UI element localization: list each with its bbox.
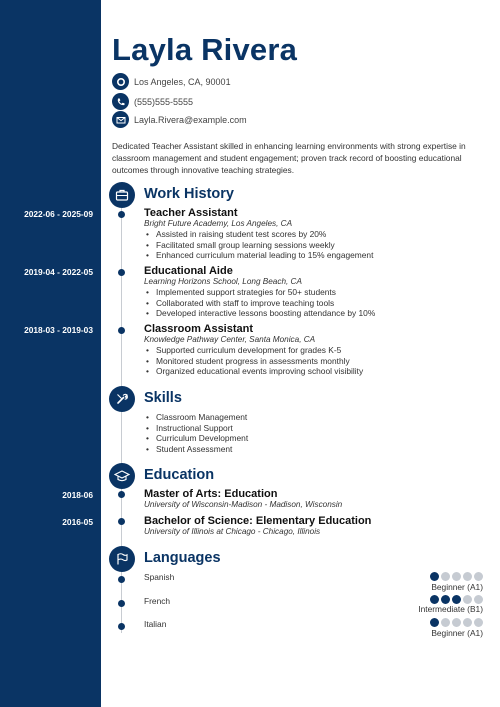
section-title-skills: Skills [144,390,182,406]
rating-dot-empty [441,618,450,627]
list-item: • Assisted in raising student test scores by 20% [146,229,373,240]
language-level: Beginner (A1) [431,582,483,592]
job-title: Teacher Assistant [144,207,238,219]
degree-title: Bachelor of Science: Elementary Education [144,515,372,527]
email-text[interactable]: Layla.Rivera@example.com [134,114,247,125]
language-rating [428,572,483,581]
timeline-dot [118,518,125,525]
job-organization: Learning Horizons School, Long Beach, CA [144,277,302,286]
language-name: Spanish [144,572,175,582]
graduation-cap-icon [109,463,135,489]
address-text: Los Angeles, CA, 90001 [134,76,231,87]
list-item: • Supported curriculum development for grades K-5 [146,345,363,356]
rating-dot-empty [452,572,461,581]
rating-dot-filled [441,595,450,604]
rating-dot-empty [474,572,483,581]
phone-icon [112,93,129,110]
list-item: • Classroom Management [146,412,248,423]
language-name: French [144,596,171,606]
job-bullets [146,229,373,261]
language-level: Beginner (A1) [431,628,483,638]
section-title-work-history: Work History [144,186,234,202]
job-dates: 2019-04 - 2022-05 [24,267,93,277]
degree-title: Master of Arts: Education [144,488,278,500]
list-item: • Developed interactive lessons boosting attendance by 10% [146,308,375,319]
rating-dot-empty [463,618,472,627]
list-item: • Curriculum Development [146,433,248,444]
rating-dot-filled [430,572,439,581]
section-title-education: Education [144,467,215,483]
section-title-languages: Languages [144,550,221,566]
list-item: • Monitored student progress in assessments monthly [146,356,363,367]
language-rating [428,618,483,627]
job-title: Classroom Assistant [144,323,254,335]
sidebar [0,0,101,707]
school-name: University of Illinois at Chicago - Chicago, Illinois [144,527,321,536]
rating-dot-empty [463,572,472,581]
job-organization: Knowledge Pathway Center, Santa Monica, CA [144,335,316,344]
list-item: • Implemented support strategies for 50+ students [146,287,375,298]
timeline-dot [118,491,125,498]
candidate-name: Layla Rivera [112,32,298,67]
list-item: • Student Assessment [146,444,248,455]
briefcase-icon [109,182,135,208]
rating-dot-filled [430,595,439,604]
list-item: • Instructional Support [146,423,248,434]
job-bullets [146,287,375,319]
rating-dot-empty [452,618,461,627]
contact-address [112,73,231,90]
timeline-dot [118,269,125,276]
list-item: • Collaborated with staff to improve teaching tools [146,298,375,309]
language-name: Italian [144,619,167,629]
rating-dot-empty [463,595,472,604]
job-dates: 2018-03 - 2019-03 [24,325,93,335]
list-item: • Enhanced curriculum material leading to 15% engagement [146,250,373,261]
rating-dot-empty [474,595,483,604]
job-organization: Bright Future Academy, Los Angeles, CA [144,219,293,228]
timeline-dot [118,327,125,334]
rating-dot-filled [452,595,461,604]
location-pin-icon [112,73,129,90]
timeline-dot [118,600,125,607]
tools-icon [109,386,135,412]
rating-dot-empty [474,618,483,627]
timeline-dot [118,623,125,630]
job-title: Educational Aide [144,265,233,277]
timeline-dot [118,576,125,583]
professional-summary: Dedicated Teacher Assistant skilled in enhancing learning environments with strong expertise in classroom management and student engagement; proven track record of boosting educational outcomes through innovative teaching strategies. [112,141,466,175]
contact-phone [112,93,193,110]
job-bullets [146,345,363,377]
skills-list [146,412,248,454]
flag-icon [109,546,135,572]
contact-email [112,111,247,128]
phone-text: (555)555-5555 [134,96,194,107]
education-date: 2018-06 [62,490,93,500]
school-name: University of Wisconsin-Madison - Madison, Wisconsin [144,500,343,509]
education-date: 2016-05 [62,517,93,527]
list-item: • Organized educational events improving school visibility [146,366,363,377]
rating-dot-empty [441,572,450,581]
rating-dot-filled [430,618,439,627]
language-level: Intermediate (B1) [418,604,483,614]
language-rating [428,595,483,604]
email-icon [112,111,129,128]
list-item: • Facilitated small group learning sessions weekly [146,240,373,251]
job-dates: 2022-06 - 2025-09 [24,209,93,219]
timeline-dot [118,211,125,218]
